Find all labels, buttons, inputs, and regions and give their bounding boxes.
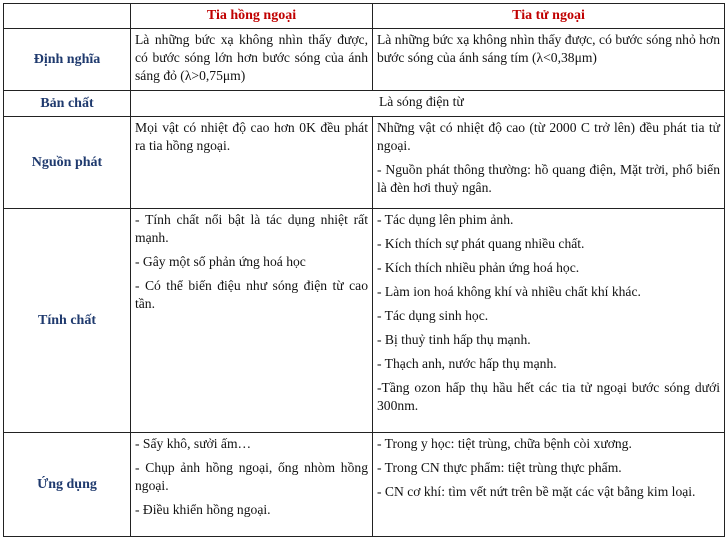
comparison-table xyxy=(3,3,725,537)
row-label-applications: Ứng dụng xyxy=(4,433,131,537)
cell-text: - Điều khiển hồng ngoại. xyxy=(135,502,271,517)
cell-text: Là sóng điện từ xyxy=(379,94,464,109)
row-applications xyxy=(4,433,725,537)
cell-text: - Trong y học: tiệt trùng, chữa bệnh còi xương. xyxy=(377,436,632,451)
row-properties xyxy=(4,209,725,433)
cell-ultraviolet-source xyxy=(373,117,725,209)
cell-text: Là những bức xạ không nhìn thấy được, có bước sóng lớn hơn bước sóng của ánh sáng đỏ (λ>0,75μm) xyxy=(135,32,368,83)
cell-text: - Gây một số phản ứng hoá học xyxy=(135,254,306,269)
cell-text: - Tính chất nổi bật là tác dụng nhiệt rất mạnh. xyxy=(135,212,368,245)
row-label-definition: Định nghĩa xyxy=(4,29,131,91)
cell-text: -Tầng ozon hấp thụ hầu hết các tia tử ngoại bước sóng dưới 300nm. xyxy=(377,380,720,413)
cell-text: - Sấy khô, sưởi ấm… xyxy=(135,436,252,451)
cell-text: - Nguồn phát thông thường: hồ quang điện, Mặt trời, phổ biến là đèn hơi thuỷ ngân. xyxy=(377,162,720,195)
cell-text: Là những bức xạ không nhìn thấy được, có bước sóng nhỏ hơn bước sóng của ánh sáng tím (λ<0,38μm) xyxy=(377,32,720,65)
cell-text: - Tác dụng lên phim ảnh. xyxy=(377,212,514,227)
cell-ultraviolet-applications xyxy=(373,433,725,537)
cell-infrared-definition xyxy=(131,29,373,91)
cell-text: - Chụp ảnh hồng ngoại, ống nhòm hồng ngoại. xyxy=(135,460,368,493)
cell-infrared-source xyxy=(131,117,373,209)
cell-text: - Trong CN thực phẩm: tiệt trùng thực phẩm. xyxy=(377,460,622,475)
cell-text: - Tác dụng sinh học. xyxy=(377,308,489,323)
row-label-properties: Tính chất xyxy=(4,209,131,433)
cell-infrared-applications xyxy=(131,433,373,537)
cell-text: - Kích thích sự phát quang nhiều chất. xyxy=(377,236,585,251)
cell-text: Những vật có nhiệt độ cao (từ 2000 C trở lên) đều phát tia tử ngoại. xyxy=(377,120,720,153)
row-label-source: Nguồn phát xyxy=(4,117,131,209)
cell-text: - Thạch anh, nước hấp thụ mạnh. xyxy=(377,356,557,371)
header-ultraviolet: Tia tử ngoại xyxy=(373,4,725,29)
row-source xyxy=(4,117,725,209)
cell-text: - Bị thuỷ tinh hấp thụ mạnh. xyxy=(377,332,531,347)
cell-nature-merged xyxy=(131,91,725,117)
row-nature xyxy=(4,91,725,117)
cell-ultraviolet-definition xyxy=(373,29,725,91)
header-empty-cell xyxy=(4,4,131,29)
cell-text: - Kích thích nhiều phản ứng hoá học. xyxy=(377,260,580,275)
row-definition xyxy=(4,29,725,91)
cell-text: - Có thể biến điệu như sóng điện từ cao tần. xyxy=(135,278,368,311)
cell-text: - Làm ion hoá không khí và nhiều chất khí khác. xyxy=(377,284,641,299)
cell-text: Mọi vật có nhiệt độ cao hơn 0K đều phát ra tia hồng ngoại. xyxy=(135,120,368,153)
header-row xyxy=(4,4,725,29)
row-label-nature: Bản chất xyxy=(4,91,131,117)
cell-text: - CN cơ khí: tìm vết nứt trên bề mặt các vật bằng kim loại. xyxy=(377,484,696,499)
header-infrared: Tia hồng ngoại xyxy=(131,4,373,29)
cell-infrared-properties xyxy=(131,209,373,433)
cell-ultraviolet-properties xyxy=(373,209,725,433)
